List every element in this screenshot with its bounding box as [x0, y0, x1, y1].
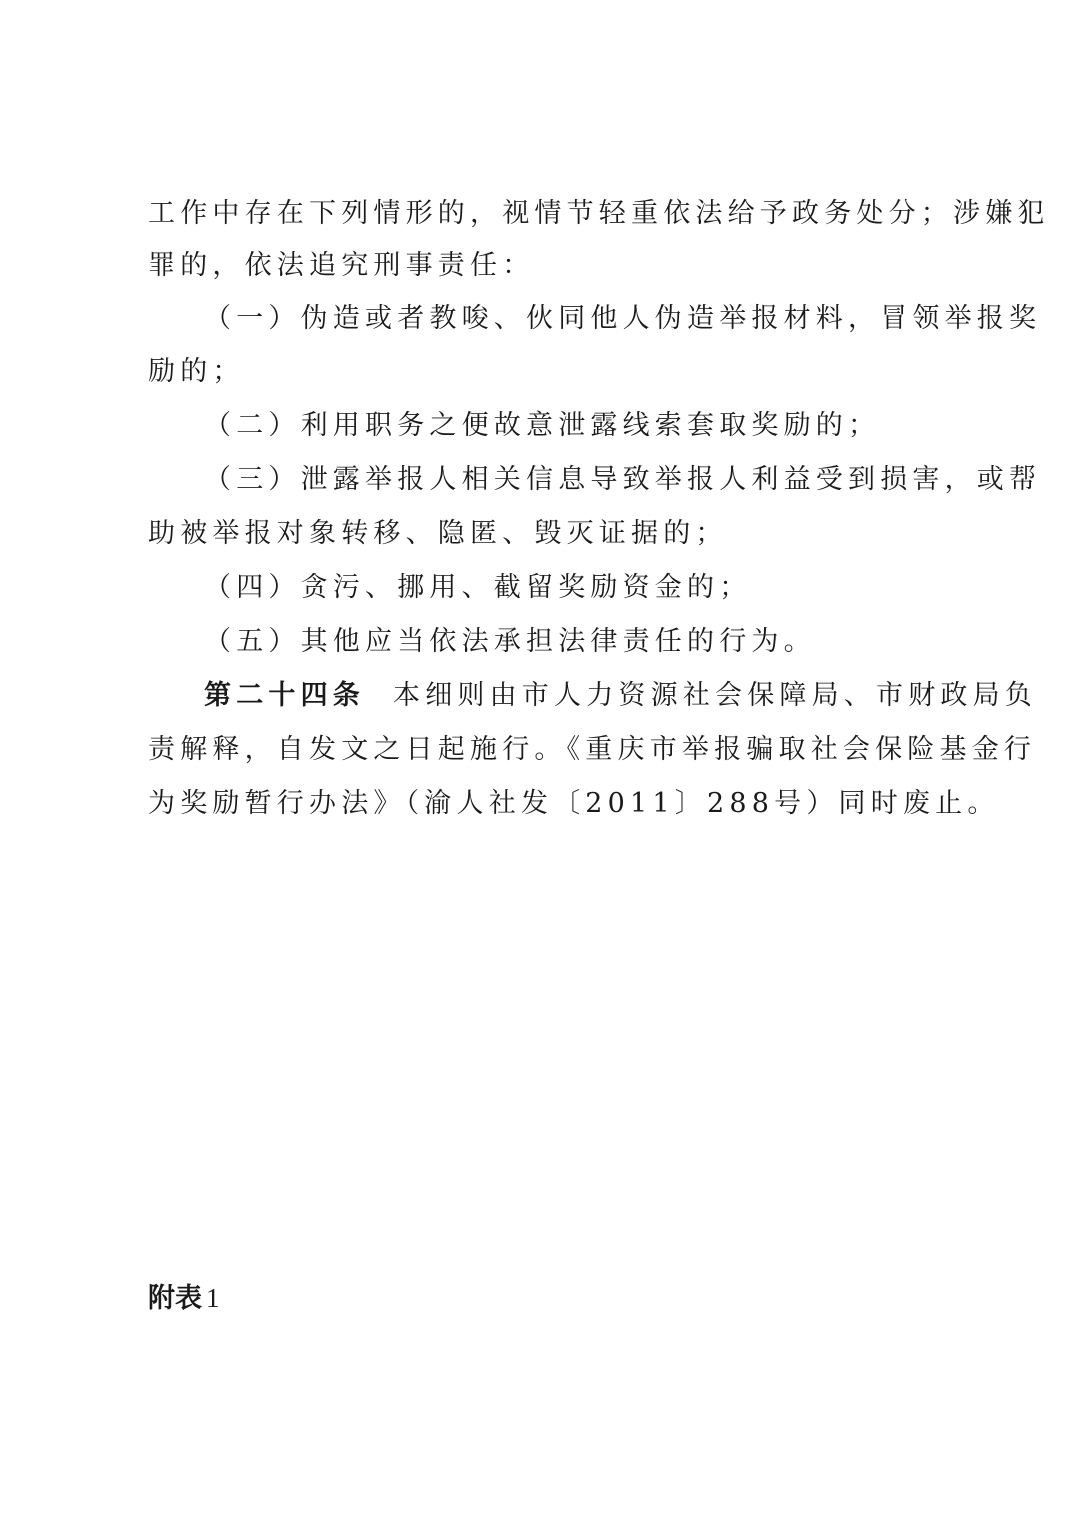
article-text: 本细则由市人力资源社会保障局、市财政局负: [393, 680, 1037, 711]
attachment-title: 附表: [148, 1283, 202, 1314]
article-24-line-2: 责解释，自发文之日起施行。《重庆市举报骗取社会保险基金行: [148, 734, 1037, 765]
list-item-4: （四）贪污、挪用、截留奖励资金的；: [204, 572, 752, 603]
list-item-3: （三）泄露举报人相关信息导致举报人利益受到损害，或帮: [204, 464, 1042, 495]
article-heading: 第二十四条: [204, 680, 365, 711]
paragraph-line: 罪的，依法追究刑事责任：: [148, 250, 535, 281]
paragraph-line: 工作中存在下列情形的，视情节轻重依法给予政务处分；涉嫌犯: [148, 198, 1050, 229]
list-item-5: （五）其他应当依法承担法律责任的行为。: [204, 626, 816, 657]
list-item-1: （一）伪造或者教唆、伙同他人伪造举报材料，冒领举报奖: [204, 303, 1042, 334]
list-item-2: （二）利用职务之便故意泄露线索套取奖励的；: [204, 410, 881, 441]
attachment-number: 1: [206, 1283, 220, 1313]
article-24-line-1: [204, 676, 1037, 716]
attachment-label: [148, 1278, 220, 1318]
list-item-1-continued: 励的；: [148, 356, 245, 387]
article-24-line-3: 为奖励暂行办法》（渝人社发〔2011〕288号）同时废止。: [148, 788, 1000, 819]
list-item-3-continued: 助被举报对象转移、隐匿、毁灭证据的；: [148, 518, 728, 549]
